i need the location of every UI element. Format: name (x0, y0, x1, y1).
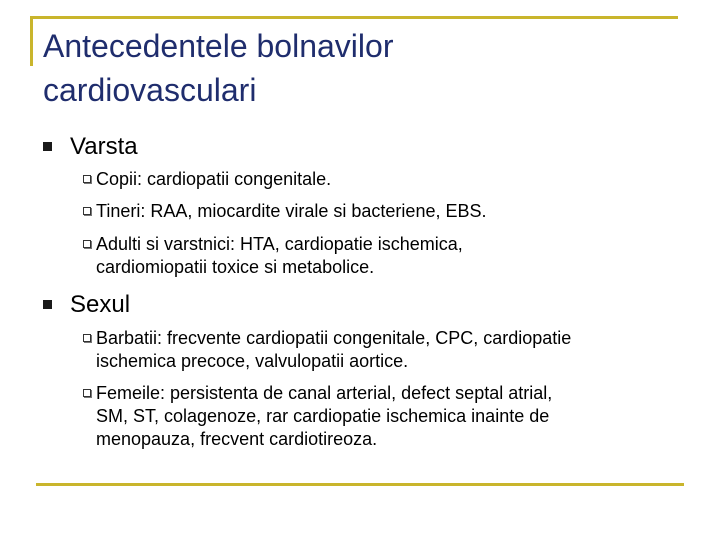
square-bullet-icon (43, 142, 52, 151)
sub-bullet-line: Femeile: persistenta de canal arterial, defect septal atrial, (96, 383, 553, 403)
sub-bullet-line: ischemica precoce, valvulopatii aortice. (96, 351, 409, 371)
sub-bullet-line: Copii: cardiopatii congenitale. (96, 169, 332, 189)
sub-bullet-line: Tineri: RAA, miocardite virale si bacteriene, EBS. (96, 201, 487, 221)
bottom-rule (36, 483, 684, 486)
sub-bullet-text (96, 168, 686, 191)
slide-title (43, 24, 683, 112)
sub-bullet-line: Barbatii: frecvente cardiopatii congenitale, CPC, cardiopatie (96, 328, 572, 348)
hollow-square-bullet-icon (83, 334, 91, 342)
sub-bullet-line: cardiomiopatii toxice si metabolice. (96, 257, 375, 277)
top-rule (30, 16, 678, 19)
sub-bullet-text (96, 327, 686, 373)
title-line-2: cardiovasculari (43, 72, 257, 108)
sub-bullet-text (96, 382, 686, 451)
left-rule (30, 16, 33, 66)
hollow-square-bullet-icon (83, 240, 91, 248)
sub-bullet-line: Adulti si varstnici: HTA, cardiopatie ischemica, (96, 234, 463, 254)
hollow-square-bullet-icon (83, 175, 91, 183)
bullet-heading: Sexul (70, 291, 131, 318)
title-line-1: Antecedentele bolnavilor (43, 28, 394, 64)
hollow-square-bullet-icon (83, 207, 91, 215)
square-bullet-icon (43, 300, 52, 309)
sub-bullet-line: SM, ST, colagenoze, rar cardiopatie ischemica inainte de (96, 406, 550, 426)
sub-bullet-text (96, 200, 686, 223)
sub-bullet-line: menopauza, frecvent cardiotireoza. (96, 429, 378, 449)
hollow-square-bullet-icon (83, 389, 91, 397)
sub-bullet-text (96, 233, 686, 279)
bullet-heading: Varsta (70, 133, 138, 160)
